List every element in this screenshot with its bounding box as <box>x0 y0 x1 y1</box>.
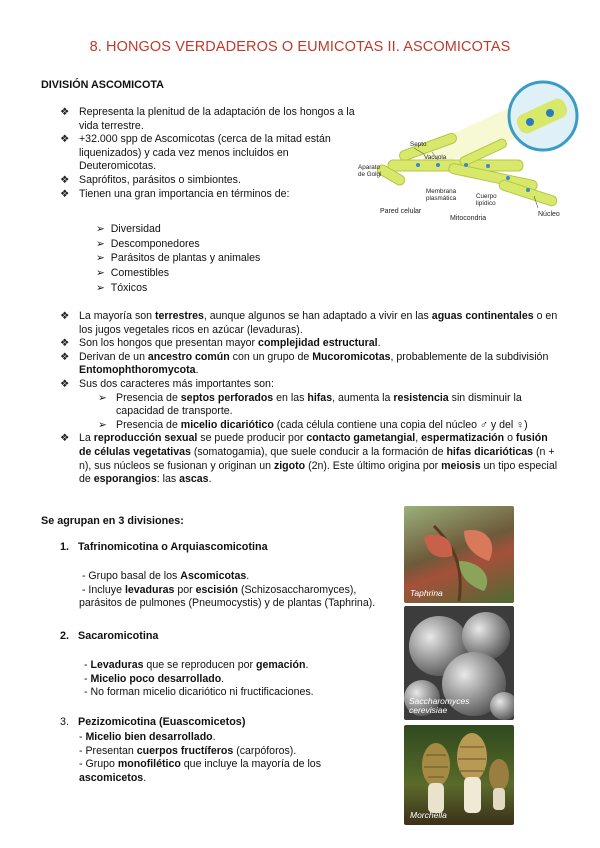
morchella-photo <box>404 725 514 825</box>
arrow-bullet-icon: ➢ <box>96 267 111 280</box>
diamond-bullet-icon: ❖ <box>60 377 70 390</box>
label-mito: Mitocondria <box>450 215 487 222</box>
saccharomyces-photo <box>404 606 514 720</box>
list-item: ➢ Diversidad <box>96 223 161 235</box>
list-item: ❖ Derivan de un ancestro común con un grupo de Mucoromicotas, probablemente de la subdivisión Entomophthoromycota. <box>60 350 549 377</box>
characteristics-list <box>60 310 560 487</box>
saccharomyces-caption: Saccharomyces cerevisiae <box>409 696 470 715</box>
arrow-bullet-icon: ➢ <box>96 237 111 250</box>
list-item: ❖ La reproducción sexual se puede producir por contacto gametangial, espermatización o fusión de células vegetativas (somatogamia), que suele conducir a la formación de hifas dicarióticas (n + n), sus núcleos se fusionan y originan un zigoto (2n). Este último origina por meiosis un tipo especial de esporangios: las ascas. <box>60 432 558 486</box>
diamond-bullet-icon: ❖ <box>60 350 70 363</box>
list-item: ➢ Comestibles <box>96 267 170 280</box>
list-item: - Incluye levaduras por escisión (Schizosaccharomyces), parásitos de pulmones (Pneumocystis) y de plantas (Taphrina). <box>79 583 376 610</box>
taphrina-photo <box>404 506 514 603</box>
diamond-bullet-icon: ❖ <box>60 310 70 322</box>
label-nucleo: Núcleo <box>538 211 560 218</box>
group-1-heading: 1. Tafrinomicotina o Arquiascomicotina <box>60 541 268 553</box>
label-septo: Septo <box>410 141 427 148</box>
list-item: ❖ Sus dos caracteres más importantes son: <box>60 377 274 390</box>
taphrina-caption: Taphrina <box>410 588 443 598</box>
arrow-bullet-icon: ➢ <box>96 281 111 294</box>
list-item: ❖ La mayoría son terrestres, aunque algunos se han adaptado a vivir en las aguas continentales o en los jugos vegetales ricos en azúcar (levaduras). <box>60 310 558 336</box>
importance-list <box>96 222 336 296</box>
label-cuerpo: Cuerpo lipídico <box>476 193 497 207</box>
list-item: ❖ +32.000 spp de Ascomicotas (cerca de la mitad están liquenizados) y cada vez menos incluidos en Deuteromicotas. <box>60 133 331 173</box>
diamond-bullet-icon: ❖ <box>60 173 70 186</box>
division-heading: DIVISIÓN ASCOMICOTA <box>41 79 164 91</box>
diamond-bullet-icon: ❖ <box>60 432 70 445</box>
list-item: ➢ Descomponedores <box>96 237 200 250</box>
top-bullet-list <box>60 106 360 201</box>
diamond-bullet-icon: ❖ <box>60 337 70 350</box>
hypha-diagram <box>358 78 580 230</box>
morchella-caption: Morchella <box>410 810 447 820</box>
arrow-bullet-icon: ➢ <box>98 391 107 404</box>
list-item: - Grupo basal de los Ascomicotas. <box>81 570 250 582</box>
page-title: 8. HONGOS VERDADEROS O EUMICOTAS II. ASCOMICOTAS <box>89 39 511 55</box>
list-item: ❖ Representa la plenitud de la adaptación de los hongos a la vida terrestre. <box>60 106 355 132</box>
list-item: ➢ Tóxicos <box>96 281 148 294</box>
list-item: - Grupo monofilético que incluye la mayoría de los ascomicetos. <box>79 758 321 784</box>
group-3-heading: 3. Pezizomicotina (Euascomicetos) <box>60 716 246 728</box>
group-2-heading: 2. Sacaromicotina <box>60 630 159 642</box>
diamond-bullet-icon: ❖ <box>60 106 70 118</box>
list-item: ❖ Tienen una gran importancia en términos de: <box>60 187 290 200</box>
list-item: - No forman micelio dicariótico ni fructificaciones. <box>84 686 314 699</box>
arrow-bullet-icon: ➢ <box>96 252 111 265</box>
list-item: ➢ Presencia de septos perforados en las hifas, aumenta la resistencia sin disminuir la capacidad de transporte. <box>98 391 522 418</box>
list-item: - Micelio poco desarrollado. <box>84 672 225 685</box>
list-item: - Micelio bien desarrollado. <box>79 731 216 743</box>
group-3-body <box>79 731 379 785</box>
list-item: - Levaduras que se reproducen por gemación. <box>84 659 309 671</box>
list-item: ➢ Presencia de micelio dicariótico (cada célula contiene una copia del núcleo ♂ y del ♀) <box>98 418 528 431</box>
list-item: ❖ Son los hongos que presentan mayor complejidad estructural. <box>60 337 381 350</box>
label-membrana: Membrana plasmática <box>426 188 457 202</box>
list-item: ➢ Parásitos de plantas y animales <box>96 252 261 265</box>
label-golgi: Aparato de Golgi <box>358 164 382 178</box>
arrow-bullet-icon: ➢ <box>98 418 107 431</box>
label-vacuola: Vacuola <box>424 154 447 161</box>
diamond-bullet-icon: ❖ <box>60 187 70 200</box>
arrow-bullet-icon: ➢ <box>96 223 111 235</box>
group-1-body <box>79 570 389 611</box>
diamond-bullet-icon: ❖ <box>60 133 70 146</box>
list-item: ❖ Saprófitos, parásitos o simbiontes. <box>60 173 241 186</box>
label-pared: Pared celular <box>380 208 422 215</box>
group-2-body <box>84 659 384 700</box>
groups-heading: Se agrupan en 3 divisiones: <box>41 515 184 527</box>
list-item: - Presentan cuerpos fructíferos (carpóforos). <box>79 744 297 757</box>
